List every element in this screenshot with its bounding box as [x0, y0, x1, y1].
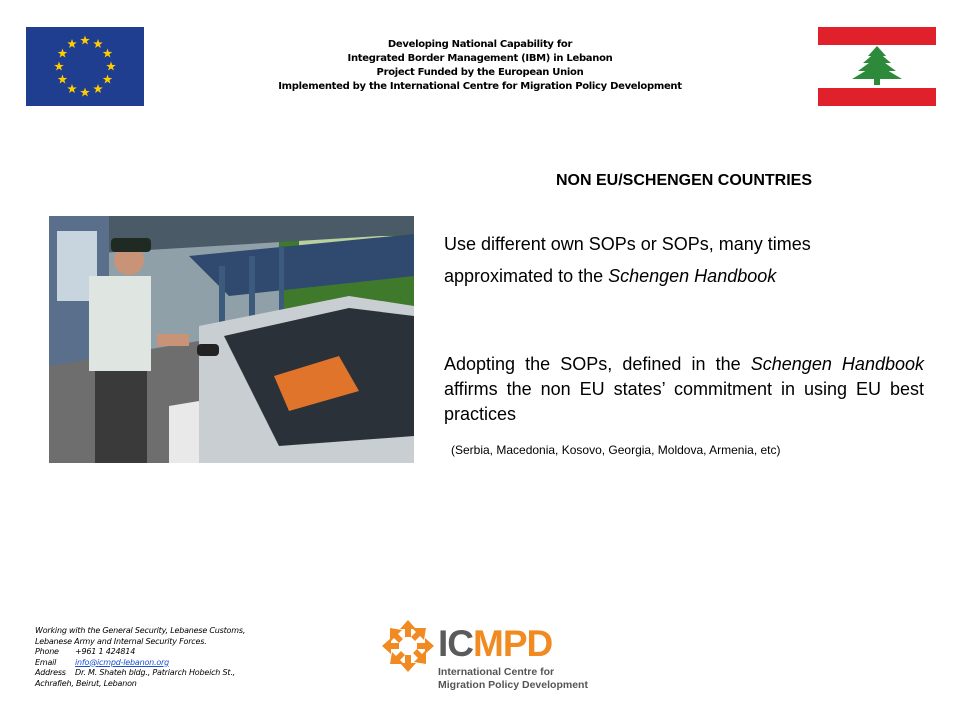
phone-value: +961 1 424814: [75, 647, 136, 656]
logo-sub-line: Migration Policy Development: [438, 679, 588, 691]
lebanon-flag-icon: [818, 27, 936, 106]
header-line: Integrated Border Management (IBM) in Lebanon: [347, 53, 613, 64]
contact-block: [35, 626, 295, 689]
wordmark-ic: IC: [438, 623, 473, 664]
paragraph-text: approximated to the: [444, 266, 609, 286]
sop-paragraph-2: [444, 352, 924, 427]
paragraph-line: [444, 260, 934, 292]
countries-note: (Serbia, Macedonia, Kosovo, Georgia, Moldova, Armenia, etc): [451, 443, 781, 457]
contact-line: Working with the General Security, Lebanese Customs,: [35, 626, 246, 635]
wordmark-mpd: MPD: [473, 623, 553, 664]
email-label: Email: [35, 657, 57, 667]
slide-title: NON EU/SCHENGEN COUNTRIES: [556, 172, 813, 189]
phone-label: Phone: [35, 647, 59, 656]
icmpd-wordmark: [438, 624, 552, 664]
paragraph-text: Adopting the SOPs, defined in the: [444, 354, 751, 374]
header-line: Implemented by the International Centre for Migration Policy Development: [278, 81, 682, 92]
sop-paragraph-1: [444, 228, 934, 292]
icmpd-full-name: [438, 666, 588, 692]
logo-sub-line: International Centre for: [438, 666, 555, 678]
contact-line: Lebanese Army and Internal Security Forces.: [35, 636, 207, 646]
address-label: Address: [35, 668, 66, 677]
border-checkpoint-photo: [49, 216, 414, 463]
header-line: Developing National Capability for: [387, 39, 573, 50]
icmpd-logo: [382, 620, 602, 700]
phone-row: [35, 647, 295, 658]
icmpd-arrows-icon: [382, 620, 434, 672]
eu-flag-icon: [26, 27, 144, 106]
address-line: Achrafieh, Beirut, Lebanon: [35, 678, 137, 688]
schengen-handbook-emphasis: Schengen Handbook: [750, 354, 924, 374]
paragraph-text: affirms the non EU states’ commitment in using EU best practices: [444, 379, 924, 424]
address-value: Dr. M. Shateh bldg., Patriarch Hobeich St.,: [75, 668, 236, 677]
schengen-handbook-emphasis: Schengen Handbook: [608, 266, 777, 286]
email-link[interactable]: info@icmpd-lebanon.org: [75, 657, 170, 667]
header-line: Project Funded by the European Union: [376, 67, 584, 78]
email-row: [35, 658, 295, 669]
project-header: [220, 38, 740, 94]
address-row: [35, 668, 295, 679]
paragraph-line: Use different own SOPs or SOPs, many times: [444, 234, 811, 254]
